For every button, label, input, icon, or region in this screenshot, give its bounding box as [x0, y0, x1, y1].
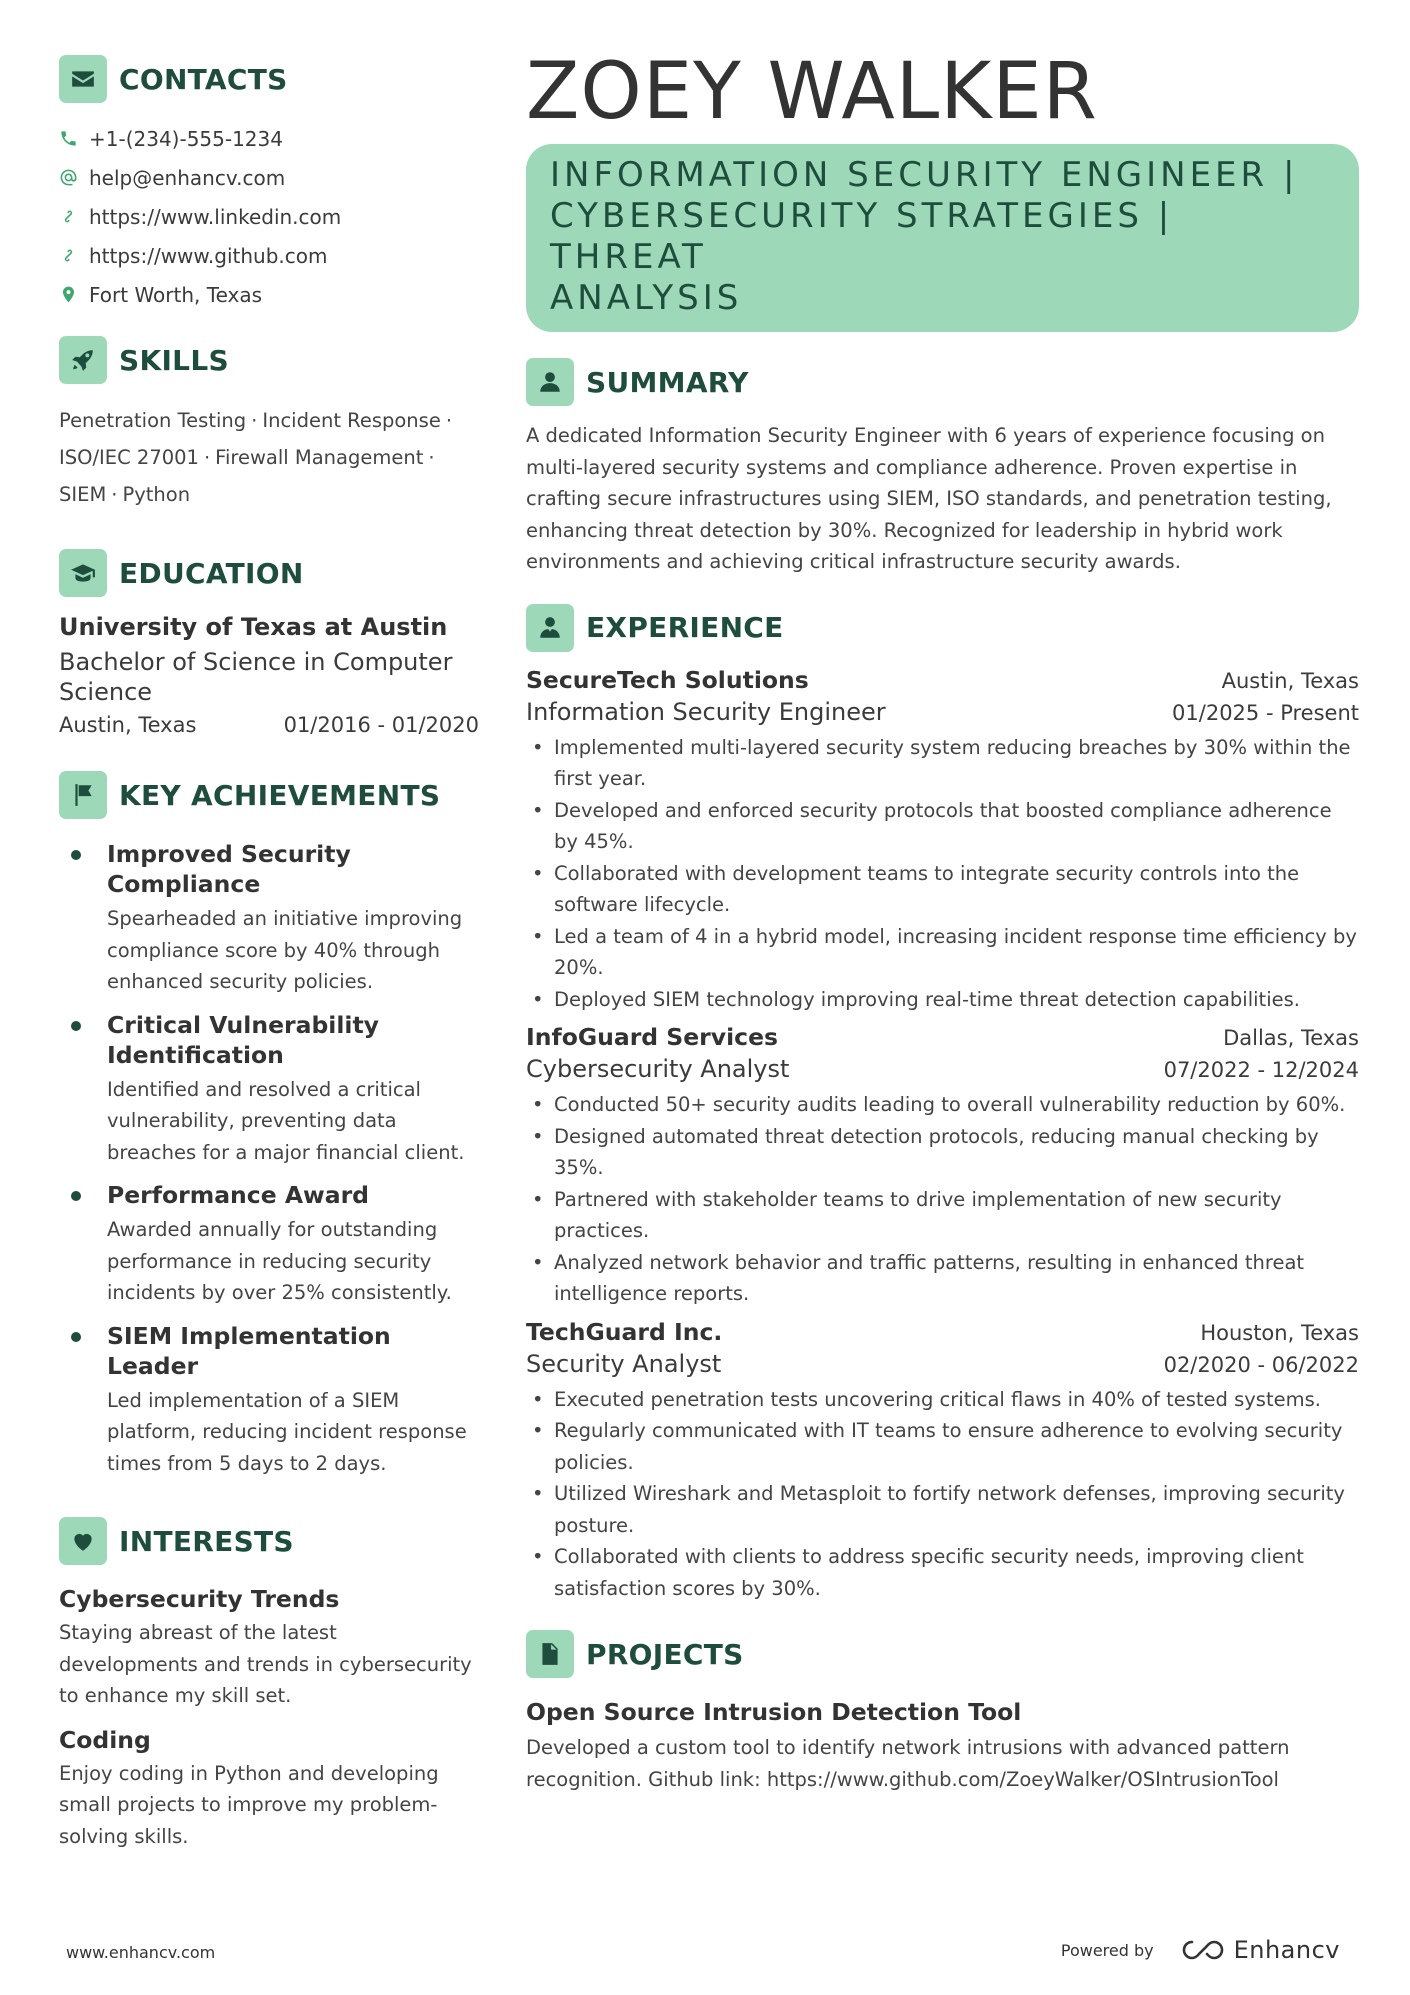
job-location: Houston, Texas: [1200, 1320, 1359, 1345]
skill-item: SIEM: [59, 483, 107, 506]
job-bullets: [526, 1089, 1359, 1310]
brand-name: Enhancv: [1233, 1936, 1340, 1964]
job-bullets: [526, 732, 1359, 1016]
rocket-icon: [59, 336, 107, 384]
interest-desc: Enjoy coding in Python and developing small projects to improve my problem-solving skills.: [59, 1761, 439, 1848]
phone-icon: [59, 129, 89, 148]
right-column: [526, 47, 1359, 1795]
job-bullet: • Partnered with stakeholder teams to drive implementation of new security practices.: [526, 1184, 1359, 1247]
section-title: PROJECTS: [586, 1637, 744, 1671]
section-title: EDUCATION: [119, 556, 304, 590]
user-tie-icon: [526, 604, 574, 652]
job-entry: [526, 1023, 1359, 1310]
job-bullet: • Led a team of 4 in a hybrid model, increasing incident response time efficiency by 20%.: [526, 921, 1359, 984]
job-bullet: • Regularly communicated with IT teams to ensure adherence to evolving security policies.: [526, 1415, 1359, 1478]
education-dates: 01/2016 - 01/2020: [283, 713, 479, 737]
left-column: [59, 55, 479, 1852]
achievement-item: [59, 1321, 479, 1480]
powered-by-label: Powered by: [1060, 1940, 1154, 1960]
education-degree: Bachelor of Science in Computer Science: [59, 648, 453, 706]
achievement-desc: Spearheaded an initiative improving compliance score by 40% through enhanced security policies.: [107, 907, 463, 993]
interest-title: Coding: [59, 1725, 151, 1754]
headline-line: ANALYSIS: [550, 278, 743, 318]
envelope-icon: [59, 55, 107, 103]
job-bullet: • Implemented multi-layered security system reducing breaches by 30% within the first year.: [526, 732, 1359, 795]
section-title: SKILLS: [119, 343, 229, 377]
job-bullet: • Deployed SIEM technology improving real-time threat detection capabilities.: [526, 984, 1359, 1016]
skill-item: Firewall Management: [215, 446, 424, 469]
contact-linkedin: [59, 197, 479, 236]
job-subhead: [526, 1350, 1359, 1378]
job-location: Dallas, Texas: [1223, 1026, 1359, 1050]
achievements-header: [59, 771, 479, 819]
bullet-icon: [71, 1191, 81, 1201]
link-icon: [59, 207, 89, 226]
interests-header: [59, 1517, 479, 1565]
enhancv-logo-icon: [1180, 1938, 1226, 1962]
skill-item: Penetration Testing: [59, 409, 247, 432]
education-meta: [59, 713, 479, 737]
education-header: [59, 549, 479, 597]
contact-location-text: Fort Worth, Texas: [89, 282, 263, 307]
graduation-cap-icon: [59, 549, 107, 597]
summary-header: [526, 358, 1359, 406]
job-head: [526, 666, 1359, 694]
job-dates: 07/2022 - 12/2024: [1163, 1058, 1359, 1082]
skill-separator: ·: [445, 409, 453, 432]
contact-phone-text[interactable]: +1-(234)-555-1234: [89, 126, 283, 151]
education-school: University of Texas at Austin: [59, 613, 448, 641]
skill-separator: ·: [111, 483, 118, 506]
contacts-header: [59, 55, 479, 103]
flag-icon: [59, 771, 107, 819]
bullet-icon: [71, 1332, 81, 1342]
headline-box: [526, 144, 1359, 332]
at-icon: [59, 168, 89, 187]
link-icon: [59, 246, 89, 265]
headline-line: CYBERSECURITY STRATEGIES | THREAT: [550, 196, 1174, 277]
heart-icon: [59, 1517, 107, 1565]
job-dates: 02/2020 - 06/2022: [1163, 1352, 1359, 1377]
headline-line: INFORMATION SECURITY ENGINEER |: [550, 155, 1299, 195]
experience-header: [526, 604, 1359, 652]
job-entry: [526, 1318, 1359, 1605]
contact-email: [59, 158, 479, 197]
document-icon: [526, 1630, 574, 1678]
job-company: TechGuard Inc.: [526, 1317, 723, 1346]
section-title: SUMMARY: [586, 365, 749, 399]
job-role: Information Security Engineer: [526, 697, 886, 726]
skill-separator: ·: [428, 446, 435, 469]
achievement-item: [59, 1180, 479, 1309]
job-head: [526, 1023, 1359, 1051]
job-bullet: • Developed and enforced security protocols that boosted compliance adherence by 45%.: [526, 795, 1359, 858]
education-location: Austin, Texas: [59, 713, 197, 737]
achievement-title: SIEM Implementation Leader: [107, 1321, 391, 1380]
brand-logo[interactable]: [1180, 1936, 1340, 1964]
job-bullet: • Collaborated with clients to address specific security needs, improving client satisfaction scores by 30%.: [526, 1541, 1359, 1604]
achievement-item: [59, 839, 479, 998]
contact-github-text[interactable]: https://www.github.com: [89, 243, 328, 268]
achievement-title: Improved Security Compliance: [107, 840, 351, 898]
achievement-desc: Identified and resolved a critical vulnerability, preventing data breaches for a major financial client.: [107, 1077, 465, 1164]
job-role: Security Analyst: [526, 1349, 722, 1378]
job-subhead: [526, 1055, 1359, 1083]
projects-header: [526, 1630, 1359, 1678]
contact-email-text[interactable]: help@enhancv.com: [89, 165, 286, 190]
footer-website[interactable]: www.enhancv.com: [66, 1943, 216, 1962]
job-entry: [526, 666, 1359, 1016]
achievement-title: Critical Vulnerability Identification: [107, 1010, 379, 1069]
bullet-icon: [71, 850, 81, 860]
job-bullet: • Executed penetration tests uncovering critical flaws in 40% of tested systems.: [526, 1384, 1359, 1416]
interest-desc: Staying abreast of the latest developments and trends in cybersecurity to enhance my skill set.: [59, 1621, 472, 1707]
interest-title: Cybersecurity Trends: [59, 1585, 340, 1613]
job-bullet: • Conducted 50+ security audits leading to overall vulnerability reduction by 60%.: [526, 1089, 1359, 1121]
section-title: CONTACTS: [119, 62, 288, 96]
contact-list: [59, 119, 479, 314]
job-head: [526, 1318, 1359, 1346]
skill-separator: ·: [251, 409, 258, 432]
skill-separator: ·: [203, 446, 211, 469]
contact-phone: [59, 119, 479, 158]
job-bullet: • Designed automated threat detection protocols, reducing manual checking by 35%.: [526, 1121, 1359, 1184]
bullet-icon: [71, 1021, 81, 1031]
skills-list: [59, 402, 479, 513]
job-dates: 01/2025 - Present: [1172, 700, 1359, 725]
job-role: Cybersecurity Analyst: [526, 1055, 790, 1083]
section-title: KEY ACHIEVEMENTS: [119, 778, 441, 812]
summary-text: A dedicated Information Security Engineer with 6 years of experience focusing on multi-layered security systems and compliance adherence. Proven expertise in crafting secure infrastructures using SIEM, ISO standards, and penetration testing, enhancing threat detection by 30%. Recognized for leadership in hybrid work environments and achieving critical infrastructure security awards.: [526, 424, 1332, 573]
job-location: Austin, Texas: [1221, 668, 1359, 693]
job-subhead: [526, 698, 1359, 726]
achievement-desc: Awarded annually for outstanding performance in reducing security incidents by over 25% consistently.: [107, 1218, 452, 1304]
skill-item: ISO/IEC 27001: [59, 446, 199, 469]
footer-branding: [1061, 1936, 1340, 1964]
candidate-name: ZOEY WALKER: [526, 47, 1098, 137]
achievement-item: [59, 1010, 479, 1169]
skill-item: Python: [122, 483, 191, 506]
skill-item: Incident Response: [262, 409, 441, 432]
contact-github: [59, 236, 479, 275]
skills-header: [59, 336, 479, 384]
user-icon: [526, 358, 574, 406]
project-desc: Developed a custom tool to identify network intrusions with advanced pattern recognition. Github link: https://www.github.com/ZoeyWalker/OSIntrusionTool: [526, 1736, 1290, 1791]
job-bullet: • Collaborated with development teams to integrate security controls into the software lifecycle.: [526, 858, 1359, 921]
project-title: Open Source Intrusion Detection Tool: [526, 1698, 1022, 1726]
job-bullet: • Utilized Wireshark and Metasploit to fortify network defenses, improving security posture.: [526, 1478, 1359, 1541]
job-company: SecureTech Solutions: [526, 665, 809, 694]
achievement-desc: Led implementation of a SIEM platform, reducing incident response times from 5 days to 2 days.: [107, 1388, 467, 1475]
job-company: InfoGuard Services: [526, 1023, 778, 1051]
job-bullet: • Analyzed network behavior and traffic patterns, resulting in enhanced threat intelligence reports.: [526, 1247, 1359, 1310]
section-title: INTERESTS: [119, 1524, 294, 1558]
achievement-title: Performance Award: [107, 1181, 369, 1209]
contact-location: [59, 275, 479, 314]
job-bullets: [526, 1384, 1359, 1605]
map-pin-icon: [59, 285, 89, 304]
section-title: EXPERIENCE: [586, 611, 784, 644]
contact-linkedin-text[interactable]: https://www.linkedin.com: [89, 204, 342, 229]
